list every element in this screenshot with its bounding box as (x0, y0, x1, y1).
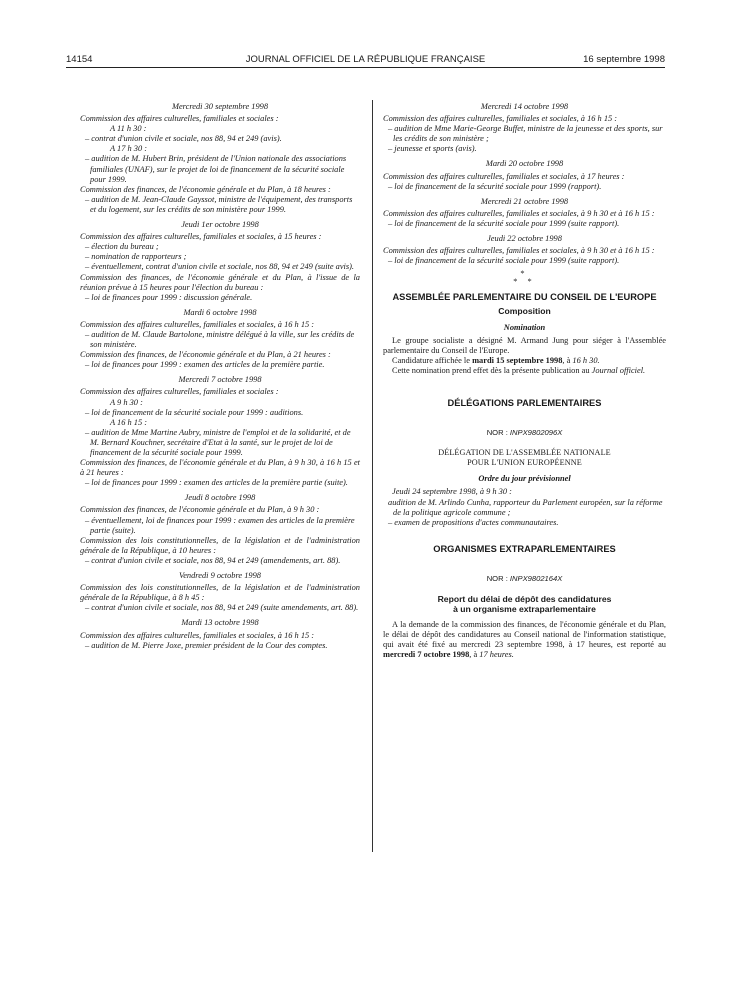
text-run: Candidature affichée le (392, 355, 473, 365)
separator-stars-bottom: * * (513, 277, 536, 287)
delegation-name: POUR L'UNION EUROPÉENNE (467, 458, 582, 468)
bold-date: mercredi 7 octobre 1998 (383, 650, 470, 660)
agenda-item: – loi de financement de la sécurité sociale pour 1999 : auditions. (85, 407, 304, 417)
paragraph (383, 356, 666, 366)
italic-time: 16 h 30. (572, 355, 600, 365)
nor-reference (383, 428, 666, 438)
time-line: A 16 h 15 : (110, 417, 148, 427)
section-subtitle: à un organisme extraparlementaire (453, 604, 596, 615)
commission-line: Commission des affaires culturelles, familiales et sociales, à 17 heures : (383, 171, 625, 181)
agenda-item: – audition de M. Claude Bartolone, ministre délégué à la ville, sur les crédits de son ministère. (85, 329, 355, 350)
commission-line: Commission des finances, de l'économie générale et du Plan, à 9 h 30 : (80, 505, 320, 515)
commission-line: Commission des affaires culturelles, familiales et sociales, à 9 h 30 et à 16 h 15 : (383, 208, 655, 218)
agenda-item: – audition de M. Jean-Claude Gayssot, ministre de l'équipement, des transports et du logement, sur les crédits de son ministère pour 1999. (85, 194, 353, 214)
nor-label: NOR : (486, 428, 510, 438)
commission-line: Commission des finances, de l'économie générale et du Plan, à 18 heures : (80, 184, 331, 194)
commission-line: Commission des affaires culturelles, familiales et sociales, à 16 h 15 : (80, 630, 315, 640)
nor-label: NOR : (486, 573, 510, 583)
text-run: , à (469, 650, 480, 660)
commission-line: Commission des finances, de l'économie générale et du Plan, à 9 h 30, à 16 h 15 et à 21 heures : (80, 458, 360, 478)
issue-date: 16 septembre 1998 (583, 54, 665, 65)
text-run: Cette nomination prend effet dès la présente publication au (392, 365, 592, 375)
section-title: ORGANISMES EXTRAPARLEMENTAIRES (433, 543, 616, 554)
paragraph (383, 366, 666, 376)
commission-line: Commission des affaires culturelles, familiales et sociales, à 9 h 30 et à 16 h 15 : (383, 246, 655, 256)
page-number: 14154 (66, 54, 93, 65)
agenda-item: – contrat d'union civile et sociale, nos 88, 94 et 249 (avis). (85, 134, 282, 144)
agenda-item: – éventuellement, loi de finances pour 1999 : examen des articles de la première partie (suite). (85, 515, 355, 535)
commission-line: Commission des lois constitutionnelles, de la législation et de l'administration générale de la République, à 10 heures : (80, 535, 360, 555)
right-column (383, 102, 666, 661)
commission-line: Commission des finances, de l'économie générale et du Plan, à 21 heures : (80, 350, 331, 360)
day-heading: Vendredi 9 octobre 1998 (179, 571, 261, 581)
section-title: DÉLÉGATIONS PARLEMENTAIRES (447, 397, 602, 408)
agenda-item: audition de M. Arlindo Cunha, rapporteur du Parlement européen, sur la réforme de la politique agricole commune ; (388, 497, 663, 517)
agenda-item: – loi de financement de la sécurité sociale pour 1999 (suite rapport). (388, 218, 620, 228)
day-heading: Mercredi 30 septembre 1998 (171, 102, 269, 111)
left-column (80, 102, 360, 651)
header-rule (66, 67, 665, 68)
text-run: A la demande de la commission des finances, de l'économie générale et du Plan, le délai de dépôt des candidatures au Conseil national de l'information statistique, qui avait été fixé au mercredi 23 septembre 1998, à 17 heures, est reporté au (383, 620, 666, 650)
text-run: , à (562, 355, 573, 365)
day-heading: Jeudi 22 octobre 1998 (487, 234, 562, 244)
day-heading: Mercredi 7 octobre 1998 (178, 375, 262, 385)
section-subtitle: Report du délai de dépôt des candidatures (437, 594, 612, 604)
agenda-item: – nomination de rapporteurs ; (85, 252, 187, 262)
commission-line: Jeudi 24 septembre 1998, à 9 h 30 : (392, 487, 512, 497)
commission-line: Commission des affaires culturelles, familiales et sociales, à 16 h 15 : (383, 114, 618, 124)
delegation-name: DÉLÉGATION DE L'ASSEMBLÉE NATIONALE (438, 448, 611, 458)
spacer (383, 376, 666, 392)
agenda-item: – loi de finances pour 1999 : examen des articles de la première partie (suite). (85, 478, 348, 488)
agenda-item: – éventuellement, contrat d'union civile et sociale, nos 88, 94 et 249 (suite avis). (85, 262, 355, 272)
nor-code: INPX9802164X (509, 573, 563, 583)
bold-date: mardi 15 septembre 1998 (472, 355, 563, 365)
commission-line: Commission des affaires culturelles, familiales et sociales : (80, 114, 279, 124)
section-separator (383, 270, 666, 286)
agenda-item: – loi de financement de la sécurité sociale pour 1999 (suite rapport). (388, 256, 620, 266)
nor-reference (383, 574, 666, 584)
agenda-item: – examen de propositions d'actes communautaires. (388, 517, 559, 527)
day-heading: Mardi 6 octobre 1998 (183, 307, 257, 317)
agenda-item: – loi de financement de la sécurité sociale pour 1999 (rapport). (388, 181, 602, 191)
agenda-item: – élection du bureau ; (85, 242, 159, 252)
day-heading: Mercredi 21 octobre 1998 (480, 196, 569, 206)
subsection-heading: Nomination (503, 322, 546, 332)
day-heading: Mardi 13 octobre 1998 (181, 618, 259, 628)
commission-line: Commission des finances, de l'économie générale et du Plan, à l'issue de la réunion prévue à 15 heures pour l'élection du bureau : (80, 272, 360, 292)
agenda-item: – audition de M. Hubert Brin, président de l'Union nationale des associations familiales (UNAF), sur le projet de loi de financement de la sécurité sociale pour 1999. (85, 154, 347, 184)
column-divider (372, 100, 373, 852)
agenda-item: – audition de Mme Martine Aubry, ministre de l'emploi et de la solidarité, et de M. Bernard Kouchner, secrétaire d'Etat à la santé, sur le projet de loi de financement de la sécurité sociale pour 1999. (85, 427, 351, 457)
agenda-item: – audition de M. Pierre Joxe, premier président de la Cour des comptes. (85, 640, 328, 650)
agenda-item: – contrat d'union civile et sociale, nos 88, 94 et 249 (amendements, art. 88). (85, 555, 341, 565)
separator-star-top: * (520, 269, 529, 279)
agenda-item: – jeunesse et sports (avis). (388, 144, 477, 154)
paragraph (383, 620, 666, 660)
time-line: A 17 h 30 : (110, 144, 148, 154)
spacer (383, 528, 666, 538)
section-title: ASSEMBLÉE PARLEMENTAIRE DU CONSEIL DE L'EUROPE (392, 292, 657, 303)
commission-line: Commission des lois constitutionnelles, de la législation et de l'administration générale de la République, à 8 h 45 : (80, 583, 360, 603)
time-line: A 9 h 30 : (110, 397, 143, 407)
italic-text: Journal officiel. (591, 365, 646, 375)
agenda-item: – loi de finances pour 1999 : examen des articles de la première partie. (85, 360, 325, 370)
paragraph: Le groupe socialiste a désigné M. Armand Jung pour siéger à l'Assemblée parlementaire du Conseil de l'Europe. (383, 335, 666, 355)
day-heading: Mardi 20 octobre 1998 (485, 159, 564, 169)
commission-line: Commission des affaires culturelles, familiales et sociales : (80, 387, 279, 397)
day-heading: Jeudi 8 octobre 1998 (184, 493, 256, 503)
day-heading: Jeudi 1er octobre 1998 (181, 220, 259, 230)
section-subtitle: Composition (498, 306, 551, 317)
agenda-item: – contrat d'union civile et sociale, nos 88, 94 et 249 (suite amendements, art. 88). (85, 603, 359, 613)
agenda-item: – audition de Mme Marie-George Buffet, ministre de la jeunesse et des sports, sur les crédits de son ministère ; (388, 124, 663, 144)
subsection-heading: Ordre du jour prévisionnel (478, 474, 571, 484)
day-heading: Mercredi 14 octobre 1998 (480, 102, 569, 111)
italic-time: 17 heures. (479, 650, 514, 660)
journal-title: JOURNAL OFFICIEL DE LA RÉPUBLIQUE FRANÇAISE (245, 54, 486, 65)
agenda-item: – loi de finances pour 1999 : discussion générale. (85, 292, 253, 302)
time-line: A 11 h 30 : (110, 124, 147, 134)
nor-code: INPX9802096X (509, 428, 563, 438)
commission-line: Commission des affaires culturelles, familiales et sociales, à 16 h 15 : (80, 319, 315, 329)
commission-line: Commission des affaires culturelles, familiales et sociales, à 15 heures : (80, 232, 322, 242)
